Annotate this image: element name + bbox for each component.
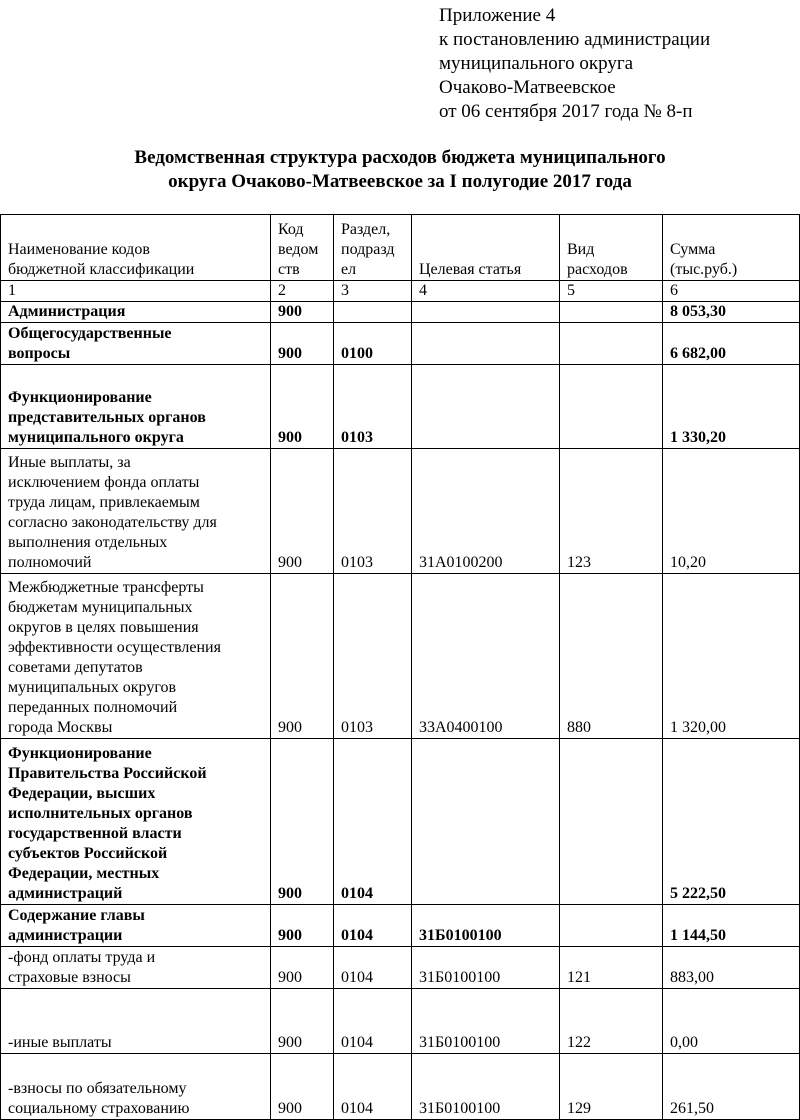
cell-target: [412, 739, 560, 905]
column-number-row: [1, 281, 800, 302]
cell-name-line: исполнительных органов: [8, 805, 193, 822]
cell-name-line: представительных органов: [8, 409, 206, 426]
cell-target: 31А0100200: [412, 449, 560, 574]
header-line: ведом: [278, 241, 319, 258]
cell-section: 0103: [334, 449, 412, 574]
header-line: Раздел,: [341, 221, 391, 238]
cell-type: 123: [560, 449, 663, 574]
cell-name-line: эффективности осуществления: [8, 639, 221, 656]
column-number: 6: [663, 281, 800, 302]
header-sum: [663, 215, 800, 281]
cell-target: [412, 302, 560, 323]
cell-name-line: -фонд оплаты труда и: [8, 949, 156, 966]
cell-target: [412, 323, 560, 365]
header-type: [560, 215, 663, 281]
cell-name: [1, 302, 271, 323]
cell-section: 0104: [334, 739, 412, 905]
cell-target: [412, 365, 560, 449]
header-line: ств: [278, 261, 300, 278]
cell-name-line: Функционирование: [8, 389, 152, 406]
header-line: Код: [278, 221, 304, 238]
header-line: Вид: [567, 241, 595, 258]
cell-type: [560, 739, 663, 905]
cell-name-line: социальному страхованию: [8, 1100, 190, 1117]
table-body: [1, 215, 800, 1120]
appendix-line: Очаково-Матвеевское: [439, 77, 616, 98]
cell-name-line: государственной власти: [8, 825, 182, 842]
column-number: 5: [560, 281, 663, 302]
cell-name: [1, 739, 271, 905]
header-line: Целевая статья: [419, 261, 522, 278]
cell-code: 900: [271, 449, 334, 574]
cell-sum: 1 320,00: [663, 574, 800, 739]
table-row: [1, 323, 800, 365]
column-number: 1: [1, 281, 271, 302]
cell-section: 0103: [334, 365, 412, 449]
cell-section: 0104: [334, 1054, 412, 1120]
cell-section: 0104: [334, 989, 412, 1054]
cell-type: [560, 905, 663, 947]
table-row: [1, 574, 800, 739]
cell-name-line: переданных полномочий: [8, 699, 178, 716]
cell-name-line: полномочий: [8, 554, 92, 571]
table-row: [1, 947, 800, 989]
cell-name-line: муниципальных округов: [8, 679, 177, 696]
cell-sum: 883,00: [663, 947, 800, 989]
cell-target: 31Б0100100: [412, 905, 560, 947]
cell-name: [1, 323, 271, 365]
cell-section: 0100: [334, 323, 412, 365]
table-row: [1, 449, 800, 574]
cell-name: [1, 449, 271, 574]
cell-code: 900: [271, 739, 334, 905]
cell-name-line: города Москвы: [8, 719, 113, 736]
cell-name-line: исключением фонда оплаты: [8, 474, 200, 491]
title-line: округа Очаково-Матвеевское за I полугодие 2017 года: [168, 171, 632, 192]
cell-type: 129: [560, 1054, 663, 1120]
appendix-line: Приложение 4: [439, 5, 556, 26]
cell-target: 33А0400100: [412, 574, 560, 739]
cell-code: 900: [271, 574, 334, 739]
cell-sum: 1 330,20: [663, 365, 800, 449]
header-line: расходов: [567, 261, 628, 278]
cell-sum: 8 053,30: [663, 302, 800, 323]
appendix-line: от 06 сентября 2017 года № 8-п: [439, 101, 693, 122]
cell-name-line: бюджетам муниципальных: [8, 599, 193, 616]
cell-name-line: субъектов Российской: [8, 845, 168, 862]
cell-name: [1, 905, 271, 947]
header-target: [412, 215, 560, 281]
cell-target: 31Б0100100: [412, 989, 560, 1054]
cell-name-line: советами депутатов: [8, 659, 143, 676]
cell-sum: 5 222,50: [663, 739, 800, 905]
expenditure-table: [0, 214, 800, 1120]
cell-name-line: вопросы: [8, 345, 71, 362]
cell-name: [1, 947, 271, 989]
column-number: 2: [271, 281, 334, 302]
cell-target: 31Б0100100: [412, 947, 560, 989]
header-section: [334, 215, 412, 281]
cell-name-line: Федерации, местных: [8, 865, 160, 882]
cell-name-line: Функционирование: [8, 745, 152, 762]
cell-code: 900: [271, 302, 334, 323]
cell-sum: 10,20: [663, 449, 800, 574]
title-line: Ведомственная структура расходов бюджета муниципального: [134, 147, 666, 168]
cell-name-line: Иные выплаты, за: [8, 454, 131, 471]
header-line: Сумма: [670, 241, 716, 258]
column-number: 3: [334, 281, 412, 302]
header-line: подразд: [341, 241, 395, 258]
cell-name-line: Содержание главы: [8, 907, 145, 924]
header-line: ел: [341, 261, 357, 278]
cell-name-line: -иные выплаты: [8, 1034, 112, 1051]
header-line: бюджетной классификации: [8, 261, 195, 278]
cell-name: [1, 365, 271, 449]
cell-code: 900: [271, 989, 334, 1054]
cell-target: 31Б0100100: [412, 1054, 560, 1120]
cell-code: 900: [271, 1054, 334, 1120]
cell-type: 122: [560, 989, 663, 1054]
cell-name-line: Администрация: [8, 303, 126, 320]
cell-name-line: муниципального округа: [8, 429, 184, 446]
column-number: 4: [412, 281, 560, 302]
cell-name-line: администраций: [8, 885, 123, 902]
cell-code: 900: [271, 947, 334, 989]
table-row: [1, 302, 800, 323]
cell-type: 880: [560, 574, 663, 739]
table-row: [1, 1054, 800, 1120]
cell-name-line: Общегосударственные: [8, 325, 172, 342]
table-row: [1, 365, 800, 449]
cell-name-line: Правительства Российской: [8, 765, 207, 782]
cell-code: 900: [271, 905, 334, 947]
header-line: (тыс.руб.): [670, 261, 738, 278]
cell-sum: 0,00: [663, 989, 800, 1054]
cell-name-line: Федерации, высших: [8, 785, 156, 802]
cell-name: [1, 574, 271, 739]
cell-name-line: выполнения отдельных: [8, 534, 168, 551]
table-row: [1, 989, 800, 1054]
cell-sum: 1 144,50: [663, 905, 800, 947]
header-name: [1, 215, 271, 281]
cell-section: 0103: [334, 574, 412, 739]
cell-section: 0104: [334, 947, 412, 989]
table-row: [1, 905, 800, 947]
cell-name-line: страховые взносы: [8, 969, 131, 986]
cell-name: [1, 1054, 271, 1120]
cell-name-line: округов в целях повышения: [8, 619, 199, 636]
cell-sum: 6 682,00: [663, 323, 800, 365]
document-title: [0, 146, 800, 194]
appendix-line: к постановлению администрации: [439, 29, 711, 50]
cell-name-line: труда лицам, привлекаемым: [8, 494, 200, 511]
header-code: [271, 215, 334, 281]
appendix-line: муниципального округа: [439, 53, 634, 74]
cell-code: 900: [271, 323, 334, 365]
cell-sum: 261,50: [663, 1054, 800, 1120]
cell-name-line: администрации: [8, 927, 123, 944]
cell-type: 121: [560, 947, 663, 989]
cell-name: [1, 989, 271, 1054]
cell-name-line: согласно законодательству для: [8, 514, 217, 531]
table-header-row: [1, 215, 800, 281]
header-line: Наименование кодов: [8, 241, 150, 258]
cell-name-line: Межбюджетные трансферты: [8, 579, 204, 596]
table-row: [1, 739, 800, 905]
cell-section: [334, 302, 412, 323]
cell-type: [560, 365, 663, 449]
cell-type: [560, 323, 663, 365]
cell-code: 900: [271, 365, 334, 449]
cell-section: 0104: [334, 905, 412, 947]
cell-name-line: -взносы по обязательному: [8, 1080, 187, 1097]
appendix-block: [439, 4, 710, 124]
cell-type: [560, 302, 663, 323]
